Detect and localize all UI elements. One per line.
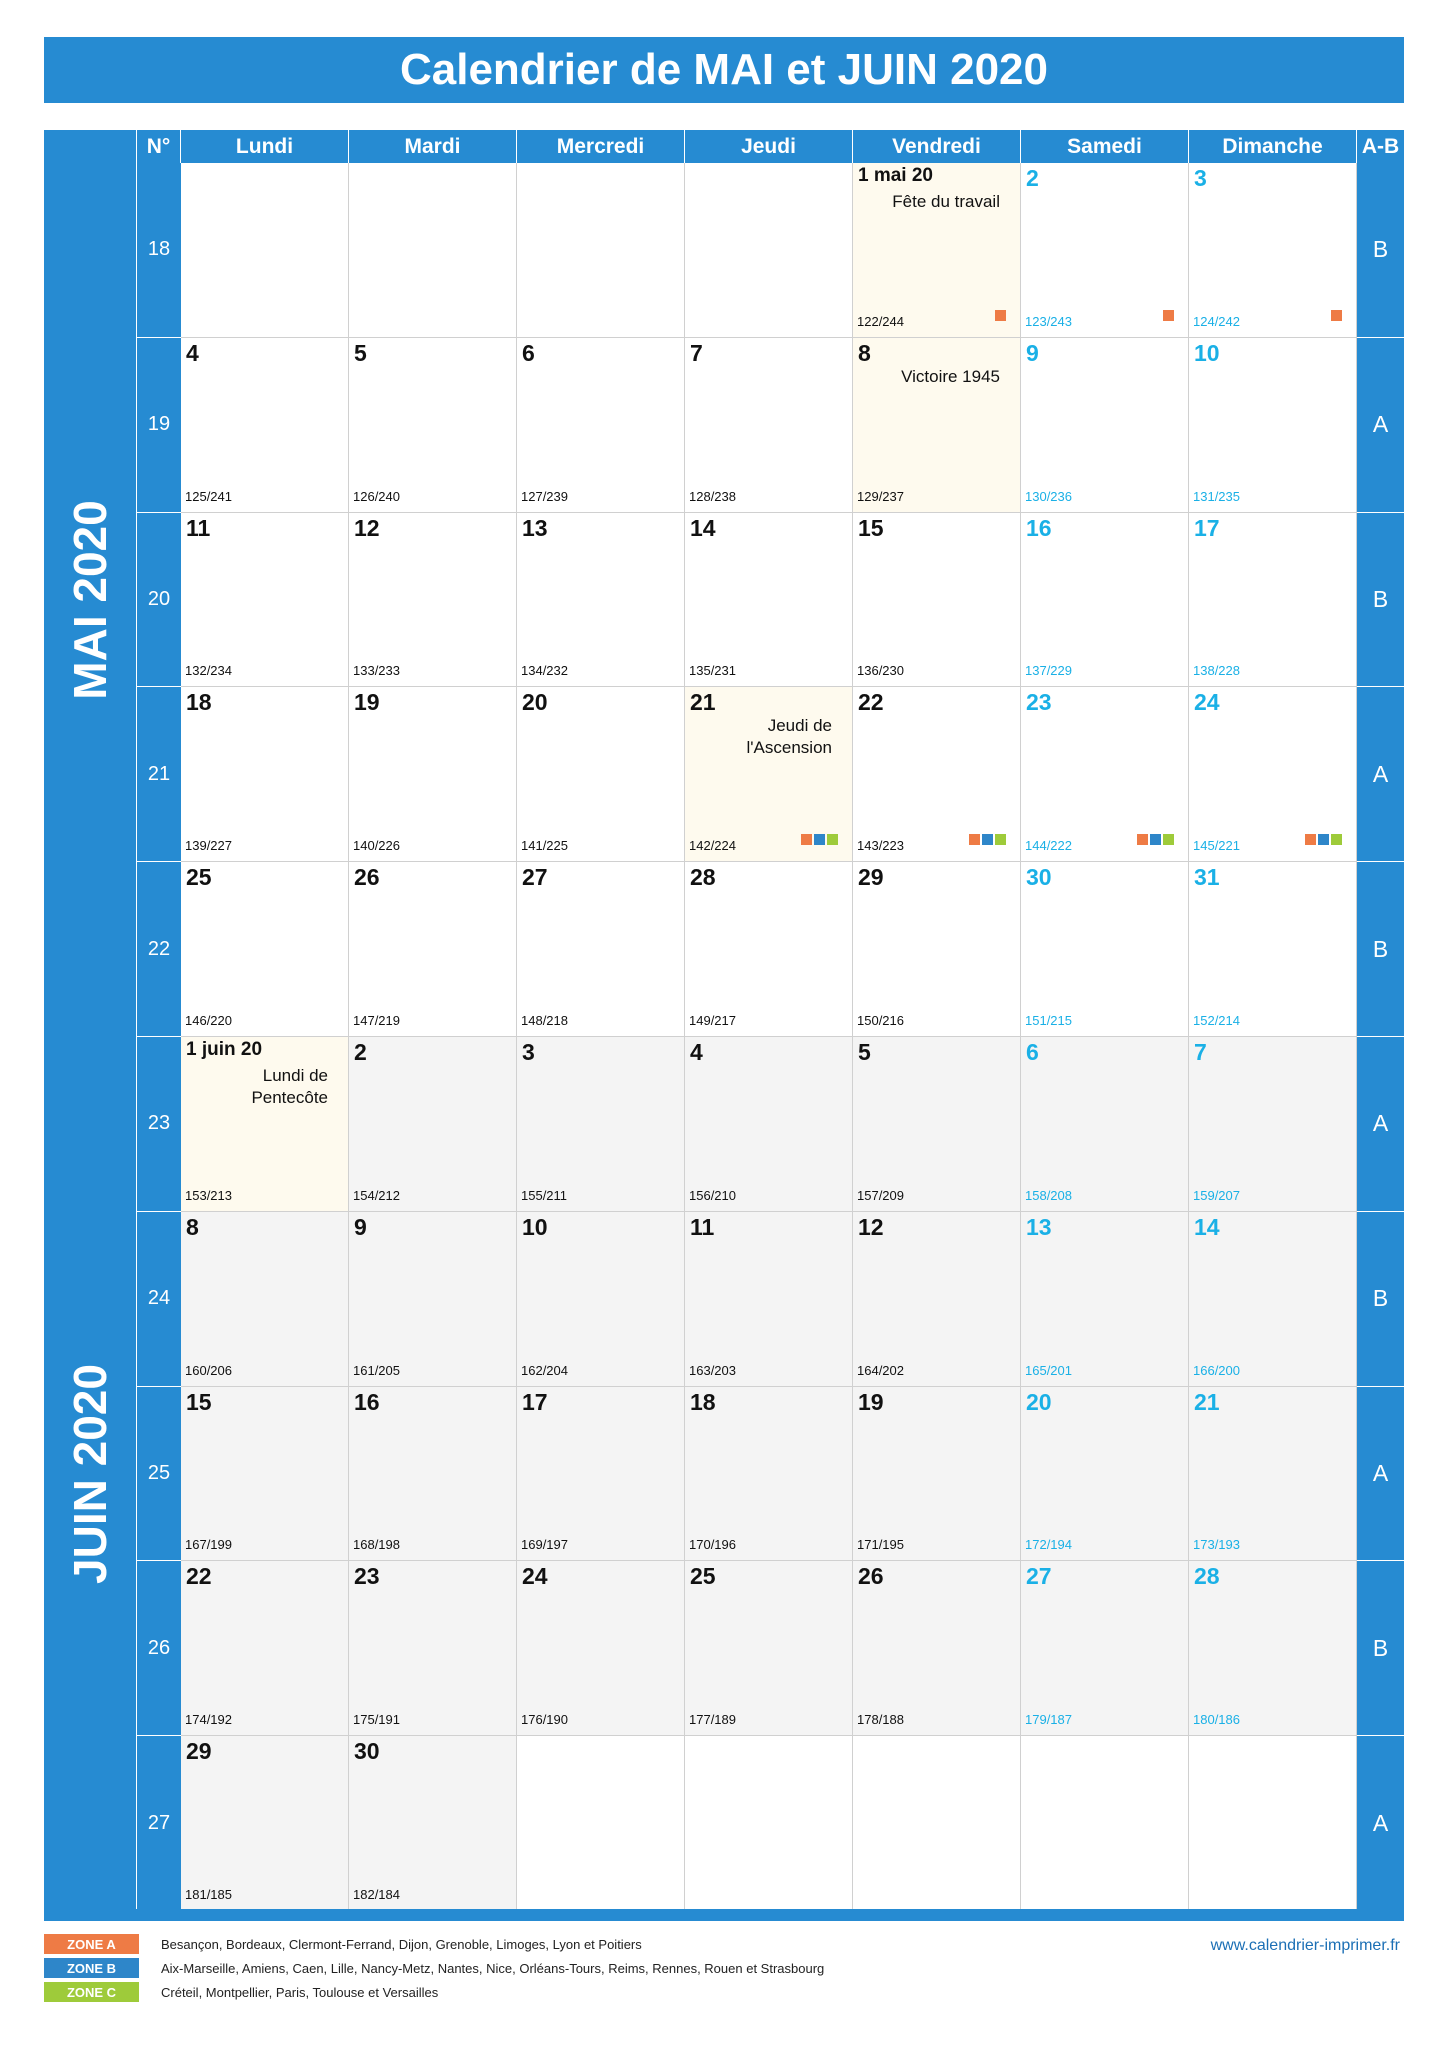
day-number: 10 — [522, 1213, 548, 1240]
day-cell — [853, 1387, 1021, 1562]
day-of-year-count: 130/236 — [1025, 488, 1072, 504]
legend-zone-b-cities: Aix-Marseille, Amiens, Caen, Lille, Nancy-Metz, Nantes, Nice, Orléans-Tours, Reims, Rennes, Rouen et Strasbourg — [161, 1960, 825, 1976]
day-number: 3 — [1194, 165, 1207, 191]
day-number: 26 — [354, 864, 380, 891]
school-holiday-zones — [969, 834, 1006, 845]
day-cell — [349, 862, 517, 1037]
legend-zone-c-cities: Créteil, Montpellier, Paris, Toulouse et Versailles — [161, 1984, 439, 2000]
day-number: 16 — [1026, 514, 1052, 541]
day-number: 30 — [1026, 864, 1052, 891]
day-cell — [181, 513, 349, 688]
empty-day-cell — [517, 163, 685, 338]
day-of-year-count: 141/225 — [521, 838, 568, 854]
day-number: 9 — [354, 1213, 367, 1240]
day-of-year-count: 177/189 — [689, 1712, 736, 1728]
day-cell — [517, 513, 685, 688]
day-of-year-count: 151/215 — [1025, 1012, 1072, 1028]
day-cell — [181, 1037, 349, 1212]
header-day-vendredi: Vendredi — [853, 130, 1021, 163]
day-number: 13 — [522, 514, 548, 541]
empty-day-cell — [349, 163, 517, 338]
day-number: 4 — [690, 1039, 703, 1065]
day-number: 21 — [690, 689, 716, 716]
day-number: 12 — [354, 514, 380, 541]
day-number: 25 — [690, 1563, 716, 1590]
day-number: 24 — [522, 1563, 548, 1590]
day-of-year-count: 153/213 — [185, 1187, 232, 1203]
day-number: 28 — [1194, 1563, 1220, 1590]
school-holiday-zones — [1305, 834, 1342, 845]
day-of-year-count: 150/216 — [857, 1012, 904, 1028]
day-number: 19 — [354, 689, 380, 716]
day-cell — [517, 1037, 685, 1212]
school-holiday-zones — [1163, 310, 1174, 321]
day-number: 21 — [1194, 1388, 1220, 1415]
day-cell — [1021, 862, 1189, 1037]
month-band-1 — [44, 1037, 136, 1911]
day-of-year-count: 172/194 — [1025, 1537, 1072, 1553]
day-number: 7 — [690, 339, 703, 366]
day-of-year-count: 128/238 — [689, 488, 736, 504]
day-number: 8 — [186, 1213, 199, 1240]
day-of-year-count: 125/241 — [185, 488, 232, 504]
holiday-name: Victoire 1945 — [901, 366, 1000, 386]
week-number: 19 — [137, 338, 181, 513]
zone-a-marker — [995, 310, 1006, 321]
day-number: 30 — [354, 1738, 380, 1765]
week-number: 24 — [137, 1212, 181, 1387]
week-ab-letter: B — [1357, 1561, 1404, 1736]
day-of-year-count: 142/224 — [689, 838, 736, 854]
header-day-jeudi: Jeudi — [685, 130, 853, 163]
day-of-year-count: 164/202 — [857, 1362, 904, 1378]
day-number: 22 — [858, 689, 884, 716]
zone-c-marker — [995, 834, 1006, 845]
day-cell — [349, 687, 517, 862]
day-number: 2 — [354, 1039, 367, 1065]
day-number: 12 — [858, 1213, 884, 1240]
day-cell — [1021, 1212, 1189, 1387]
day-of-year-count: 124/242 — [1193, 313, 1240, 329]
day-of-year-count: 159/207 — [1193, 1187, 1240, 1203]
zone-a-marker — [1305, 834, 1316, 845]
day-cell — [1021, 1561, 1189, 1736]
day-number: 1 mai 20 — [858, 165, 933, 186]
day-number: 15 — [186, 1388, 212, 1415]
school-holiday-zones — [801, 834, 838, 845]
day-number: 23 — [354, 1563, 380, 1590]
day-number: 29 — [858, 864, 884, 891]
day-cell — [1189, 1212, 1357, 1387]
week-ab-letter: B — [1357, 163, 1404, 338]
day-number: 14 — [1194, 1213, 1220, 1240]
day-of-year-count: 129/237 — [857, 488, 904, 504]
day-number: 18 — [690, 1388, 716, 1415]
week-number: 23 — [137, 1037, 181, 1212]
day-number: 26 — [858, 1563, 884, 1590]
week-number: 26 — [137, 1561, 181, 1736]
day-cell — [349, 513, 517, 688]
day-of-year-count: 122/244 — [857, 313, 904, 329]
zone-a-marker — [1331, 310, 1342, 321]
day-of-year-count: 139/227 — [185, 838, 232, 854]
day-of-year-count: 148/218 — [521, 1012, 568, 1028]
day-of-year-count: 136/230 — [857, 663, 904, 679]
day-of-year-count: 176/190 — [521, 1712, 568, 1728]
header-day-samedi: Samedi — [1021, 130, 1189, 163]
day-cell — [181, 862, 349, 1037]
day-cell — [517, 338, 685, 513]
day-number: 11 — [690, 1213, 715, 1240]
day-cell — [517, 1212, 685, 1387]
day-cell — [685, 1387, 853, 1562]
day-number: 27 — [1026, 1563, 1052, 1590]
day-of-year-count: 123/243 — [1025, 313, 1072, 329]
day-number: 4 — [186, 339, 199, 366]
zone-b-marker — [1318, 834, 1329, 845]
day-cell — [853, 1212, 1021, 1387]
week-number: 20 — [137, 513, 181, 688]
day-cell — [349, 1212, 517, 1387]
empty-day-cell — [685, 1736, 853, 1911]
day-cell — [1189, 163, 1357, 338]
day-number: 31 — [1194, 864, 1220, 891]
zone-b-marker — [814, 834, 825, 845]
header-day-dimanche: Dimanche — [1189, 130, 1357, 163]
day-cell — [1189, 1037, 1357, 1212]
day-cell — [685, 338, 853, 513]
school-holiday-zones — [995, 310, 1006, 321]
day-number: 17 — [1194, 514, 1220, 541]
day-of-year-count: 175/191 — [353, 1712, 400, 1728]
day-of-year-count: 133/233 — [353, 663, 400, 679]
legend-zone-b-tag: ZONE B — [44, 1958, 139, 1978]
day-of-year-count: 180/186 — [1193, 1712, 1240, 1728]
day-of-year-count: 143/223 — [857, 838, 904, 854]
day-cell — [181, 1736, 349, 1911]
day-cell — [517, 862, 685, 1037]
day-of-year-count: 140/226 — [353, 838, 400, 854]
header-blank — [44, 130, 137, 163]
day-number: 16 — [354, 1388, 380, 1415]
day-of-year-count: 157/209 — [857, 1187, 904, 1203]
day-of-year-count: 147/219 — [353, 1012, 400, 1028]
day-cell — [853, 513, 1021, 688]
day-number: 20 — [522, 689, 548, 716]
week-ab-letter: A — [1357, 687, 1404, 862]
legend-zone-a-tag: ZONE A — [44, 1934, 139, 1954]
day-number: 11 — [186, 514, 211, 541]
zone-a-marker — [969, 834, 980, 845]
day-of-year-count: 135/231 — [689, 663, 736, 679]
day-number: 22 — [186, 1563, 212, 1590]
day-number: 13 — [1026, 1213, 1052, 1240]
day-of-year-count: 126/240 — [353, 488, 400, 504]
week-ab-letter: A — [1357, 1387, 1404, 1562]
day-of-year-count: 174/192 — [185, 1712, 232, 1728]
day-of-year-count: 127/239 — [521, 488, 568, 504]
day-number: 27 — [522, 864, 548, 891]
day-number: 6 — [522, 339, 535, 366]
day-cell — [685, 687, 853, 862]
day-number: 25 — [186, 864, 212, 891]
day-of-year-count: 146/220 — [185, 1012, 232, 1028]
day-cell — [685, 1037, 853, 1212]
day-of-year-count: 131/235 — [1193, 488, 1240, 504]
day-of-year-count: 170/196 — [689, 1537, 736, 1553]
day-cell — [1021, 513, 1189, 688]
month-label: JUIN 2020 — [64, 1364, 116, 1584]
day-cell — [181, 1387, 349, 1562]
day-cell — [349, 1561, 517, 1736]
empty-day-cell — [685, 163, 853, 338]
day-number: 19 — [858, 1388, 884, 1415]
week-number: 25 — [137, 1387, 181, 1562]
day-number: 8 — [858, 339, 871, 366]
empty-day-cell — [517, 1736, 685, 1911]
zone-b-marker — [982, 834, 993, 845]
zone-c-marker — [1163, 834, 1174, 845]
month-band-0 — [44, 163, 136, 1037]
day-cell — [685, 1212, 853, 1387]
day-of-year-count: 182/184 — [353, 1886, 400, 1902]
day-cell — [685, 513, 853, 688]
day-of-year-count: 178/188 — [857, 1712, 904, 1728]
day-number: 1 juin 20 — [186, 1039, 263, 1060]
zone-c-marker — [827, 834, 838, 845]
header-day-lundi: Lundi — [181, 130, 349, 163]
day-cell — [1021, 163, 1189, 338]
day-number: 29 — [186, 1738, 212, 1765]
day-cell — [349, 1736, 517, 1911]
day-cell — [1021, 1037, 1189, 1212]
day-cell — [1189, 513, 1357, 688]
week-number: 27 — [137, 1736, 181, 1911]
day-cell — [349, 1037, 517, 1212]
holiday-name: Fête du travail — [892, 192, 1000, 211]
day-number: 10 — [1194, 339, 1220, 366]
week-ab-letter: B — [1357, 1212, 1404, 1387]
holiday-name: Jeudi de l'Ascension — [746, 716, 832, 758]
day-of-year-count: 168/198 — [353, 1537, 400, 1553]
day-of-year-count: 145/221 — [1193, 838, 1240, 854]
day-of-year-count: 149/217 — [689, 1012, 736, 1028]
day-of-year-count: 160/206 — [185, 1362, 232, 1378]
week-ab-letter: A — [1357, 1736, 1404, 1911]
header-day-mardi: Mardi — [349, 130, 517, 163]
day-cell — [853, 1037, 1021, 1212]
day-cell — [181, 1561, 349, 1736]
day-cell — [1189, 1387, 1357, 1562]
day-cell — [349, 338, 517, 513]
day-cell — [1189, 1561, 1357, 1736]
header-ab: A-B — [1357, 130, 1404, 163]
day-of-year-count: 154/212 — [353, 1187, 400, 1203]
day-cell — [685, 1561, 853, 1736]
week-ab-letter: B — [1357, 513, 1404, 688]
day-of-year-count: 181/185 — [185, 1886, 232, 1902]
empty-day-cell — [1189, 1736, 1357, 1911]
legend-zone-b — [44, 1958, 824, 1978]
day-of-year-count: 165/201 — [1025, 1362, 1072, 1378]
day-number: 24 — [1194, 689, 1220, 716]
day-cell — [181, 1212, 349, 1387]
week-ab-letter: B — [1357, 862, 1404, 1037]
holiday-name: Lundi de Pentecôte — [251, 1066, 328, 1107]
month-label: MAI 2020 — [64, 500, 116, 700]
day-number: 7 — [1194, 1039, 1207, 1065]
week-ab-letter: A — [1357, 1037, 1404, 1212]
day-cell — [853, 1561, 1021, 1736]
week-number: 22 — [137, 862, 181, 1037]
day-cell — [517, 1387, 685, 1562]
zone-a-marker — [1137, 834, 1148, 845]
day-of-year-count: 144/222 — [1025, 838, 1072, 854]
header-week-number: N° — [137, 130, 181, 163]
day-of-year-count: 169/197 — [521, 1537, 568, 1553]
legend-zone-c — [44, 1982, 438, 2002]
header-day-mercredi: Mercredi — [517, 130, 685, 163]
day-of-year-count: 132/234 — [185, 663, 232, 679]
day-number: 2 — [1026, 165, 1039, 191]
day-number: 5 — [858, 1039, 871, 1065]
day-of-year-count: 162/204 — [521, 1362, 568, 1378]
day-number: 5 — [354, 339, 367, 366]
day-cell — [853, 338, 1021, 513]
day-cell — [1021, 1387, 1189, 1562]
week-ab-letter: A — [1357, 338, 1404, 513]
empty-day-cell — [1021, 1736, 1189, 1911]
day-of-year-count: 173/193 — [1193, 1537, 1240, 1553]
legend-zone-c-tag: ZONE C — [44, 1982, 139, 2002]
day-cell — [181, 687, 349, 862]
day-number: 14 — [690, 514, 716, 541]
day-cell — [1189, 862, 1357, 1037]
week-number: 21 — [137, 687, 181, 862]
day-number: 15 — [858, 514, 884, 541]
day-of-year-count: 166/200 — [1193, 1362, 1240, 1378]
week-number: 18 — [137, 163, 181, 338]
day-number: 3 — [522, 1039, 535, 1065]
day-cell — [1021, 338, 1189, 513]
legend-zone-a — [44, 1934, 642, 1954]
day-of-year-count: 138/228 — [1193, 663, 1240, 679]
day-cell — [1021, 687, 1189, 862]
day-number: 28 — [690, 864, 716, 891]
day-of-year-count: 134/232 — [521, 663, 568, 679]
day-cell — [181, 338, 349, 513]
day-of-year-count: 161/205 — [353, 1362, 400, 1378]
day-of-year-count: 158/208 — [1025, 1187, 1072, 1203]
day-cell — [349, 1387, 517, 1562]
day-number: 9 — [1026, 339, 1039, 366]
zone-a-marker — [1163, 310, 1174, 321]
day-number: 20 — [1026, 1388, 1052, 1415]
day-of-year-count: 152/214 — [1193, 1012, 1240, 1028]
day-of-year-count: 137/229 — [1025, 663, 1072, 679]
day-number: 6 — [1026, 1039, 1039, 1065]
zone-a-marker — [801, 834, 812, 845]
day-number: 17 — [522, 1388, 548, 1415]
school-holiday-zones — [1137, 834, 1174, 845]
bottom-divider — [44, 1909, 1404, 1921]
day-cell — [1189, 687, 1357, 862]
empty-day-cell — [853, 1736, 1021, 1911]
day-cell — [853, 687, 1021, 862]
day-cell — [1189, 338, 1357, 513]
day-number: 18 — [186, 689, 212, 716]
zone-b-marker — [1150, 834, 1161, 845]
day-of-year-count: 171/195 — [857, 1537, 904, 1553]
day-cell — [517, 1561, 685, 1736]
empty-day-cell — [181, 163, 349, 338]
day-number: 23 — [1026, 689, 1052, 716]
day-cell — [853, 163, 1021, 338]
day-of-year-count: 167/199 — [185, 1537, 232, 1553]
calendar-title: Calendrier de MAI et JUIN 2020 — [44, 37, 1404, 103]
day-of-year-count: 156/210 — [689, 1187, 736, 1203]
school-holiday-zones — [1331, 310, 1342, 321]
day-cell — [853, 862, 1021, 1037]
day-of-year-count: 155/211 — [521, 1187, 568, 1203]
day-cell — [517, 687, 685, 862]
legend-zone-a-cities: Besançon, Bordeaux, Clermont-Ferrand, Dijon, Grenoble, Limoges, Lyon et Poitiers — [161, 1936, 642, 1952]
day-cell — [685, 862, 853, 1037]
zone-c-marker — [1331, 834, 1342, 845]
day-of-year-count: 163/203 — [689, 1362, 736, 1378]
day-of-year-count: 179/187 — [1025, 1712, 1072, 1728]
website-link[interactable]: www.calendrier-imprimer.fr — [1210, 1937, 1400, 1954]
